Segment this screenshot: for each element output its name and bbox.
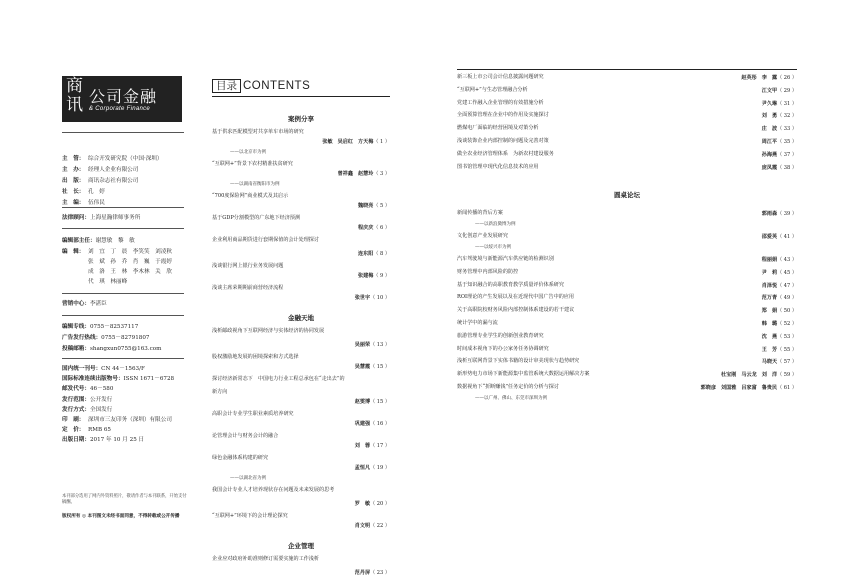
article-author: 郑 娟 (761, 308, 778, 315)
pub-row-2-label: 邮发代号： (62, 386, 90, 393)
contact-row-2 (62, 346, 161, 353)
article-author: 王 芳 (761, 346, 778, 353)
info-row-0 (62, 156, 163, 163)
article-title: 做全农业经济管理体系 为新农村建设服务 (457, 150, 554, 157)
toc-entry[interactable] (212, 285, 390, 301)
article-title: 我国会计专业人才培养现状存在问题及未来发展的思考 (212, 487, 335, 493)
toc-entry[interactable] (457, 282, 797, 289)
pub-row-7-value: 2017 年 10 月 25 日 (89, 437, 145, 444)
toc-entry[interactable] (212, 341, 390, 348)
masthead-divider (62, 315, 184, 316)
article-page: （ 10 ） (370, 295, 390, 301)
article-author: 赵雯博 (354, 399, 371, 405)
article-page: （ 55 ） (777, 346, 797, 353)
logo-title: 公司金融 (89, 87, 158, 106)
article-page: （ 15 ） (370, 364, 390, 370)
toc-entry[interactable] (457, 333, 797, 340)
toc-entry[interactable] (457, 307, 797, 314)
article-author: 魏晓亮 (358, 203, 374, 209)
logo-shangxun: 商 讯 (66, 76, 84, 115)
article-author-page (762, 138, 797, 145)
article-author-page (355, 442, 390, 449)
article-title: 浅析互联网背景下实体书籍的设计审美现状与趋势研究 (457, 358, 580, 365)
article-author: 刘 蓉 (354, 443, 371, 449)
editors-line-0-label: 编 辑： (62, 249, 85, 255)
article-author: 江文甲 (761, 87, 778, 94)
article-title: 燃煤电厂面临的经营困境及对策分析 (457, 125, 539, 132)
article-author: 连东阳 (358, 251, 374, 257)
contact-row-0-label: 编辑专线： (62, 324, 90, 330)
toc-entry[interactable] (457, 256, 797, 263)
article-title: 图书馆管理中现代化信息技术的应用 (457, 163, 539, 170)
contact-row-1-label: 广告发行热线： (62, 335, 102, 341)
pub-row-4-value: 全国发行 (89, 406, 113, 413)
article-author: 范万青 (761, 295, 778, 302)
toc-entry[interactable] (212, 455, 390, 471)
article-page: （ 37 ） (777, 151, 797, 158)
article-page: （ 43 ） (777, 257, 797, 263)
info-row-3-value: 孔 婷 (88, 189, 105, 195)
article-author: 张建梅 (358, 273, 374, 279)
article-title: ROI理论的产生发展以及在近现代中国广告中的应用 (457, 294, 574, 301)
editors-line-2: 成 洛 王 林 李木林 关 欣 (88, 269, 172, 275)
masthead-divider (62, 207, 184, 208)
pub-row-6-label: 定 价： (62, 427, 85, 434)
article-page: （ 19 ） (370, 465, 390, 471)
article-author-page (358, 272, 390, 279)
article-author-page (762, 320, 797, 327)
article-author-page (701, 384, 797, 391)
article-subtitle: ——以广州、佛山、东莞市深圳为例 (475, 395, 547, 401)
contents-label-en: CONTENTS (243, 80, 311, 92)
article-author: 邵爱英 (761, 234, 778, 241)
article-title: 旅游管理专业学生的创新创业教育研究 (457, 332, 544, 339)
toc-entry[interactable] (457, 100, 797, 107)
masthead-divider (62, 132, 184, 133)
article-title: 企业利用商品期货进行套期保值的会计处理探讨 (212, 237, 319, 243)
article-author-page (762, 210, 797, 217)
section-title: 企业管理 (288, 543, 314, 550)
contact-row-2-value: shangxun0755@163.com (89, 346, 162, 352)
article-title: 基于GDP分割模型的广东地下经济预测 (212, 215, 300, 221)
article-author: 庄 波 (761, 126, 778, 133)
toc-entry[interactable] (457, 74, 797, 81)
contents-rule (212, 96, 390, 97)
pub-row-6 (62, 427, 111, 434)
article-author: 吴慧霞 (354, 364, 371, 370)
info-row-4-value: 伍伟民 (88, 200, 105, 206)
pub-row-3-label: 发行范围： (62, 396, 90, 403)
article-author: 肖文明 (354, 523, 371, 529)
contact-row-1-value: 0755－82791807 (101, 335, 150, 341)
article-page: （ 53 ） (777, 333, 797, 340)
article-page: （ 45 ） (777, 269, 797, 276)
article-author-page (762, 333, 797, 340)
article-author: 肖泽悦 (761, 282, 778, 289)
article-page: （ 20 ） (370, 501, 390, 507)
article-subtitle: ——以湖南省衡阳市为例 (230, 182, 280, 187)
article-title: 新闻传播的背后方案 (457, 210, 503, 217)
article-page: （ 39 ） (777, 211, 797, 218)
toc-entry[interactable] (212, 250, 390, 257)
info-row-1 (62, 167, 138, 174)
article-page: （ 17 ） (370, 443, 390, 449)
editorial-director-value: 谢慧敏 黎 敏 (95, 238, 135, 244)
article-title: 新形势电力市场下新能源集中监管系统大数据运用解决方案 (457, 371, 590, 378)
article-title: 党建工作融入企业管理的有效措施分析 (457, 99, 544, 106)
article-title: “互联网+”背景下农村精准扶贫研究 (212, 161, 293, 167)
article-author: 尹久琳 (761, 100, 778, 107)
pub-row-5 (62, 417, 172, 424)
article-author-page (762, 151, 797, 158)
toc-entry[interactable] (212, 433, 390, 449)
article-author-page (358, 250, 390, 257)
article-author-page (762, 269, 797, 276)
toc-entry[interactable] (212, 376, 390, 383)
toc-entry[interactable] (457, 320, 797, 327)
article-author-page (762, 358, 797, 365)
article-author-page (762, 112, 797, 119)
editors-line-3: 代 琪 林丽峰 (88, 279, 128, 285)
toc-entry[interactable] (457, 164, 797, 171)
toc-entry[interactable] (212, 487, 390, 494)
pub-row-4-label: 发行方式： (62, 406, 90, 413)
article-author: 吴丽荣 (354, 342, 371, 348)
toc-entry[interactable] (212, 129, 390, 145)
info-row-1-label: 主 办： (62, 167, 85, 173)
article-title: 文化创意产业发展研究 (457, 233, 508, 240)
article-title: 汽车驾驶境与新能源汽车供应链的检测识别 (457, 256, 554, 262)
article-author-page (721, 371, 797, 378)
article-title: 探讨经济新常态下 中国电力行业工程总承包在“走出去”的 (212, 376, 345, 382)
article-title: 新方向 (212, 389, 228, 395)
pub-row-3-value: 公开发行 (89, 396, 113, 403)
pub-row-1-label: 国际标准连续出版物号： (62, 376, 124, 383)
article-author: 郭雨森 (761, 211, 778, 218)
pub-row-2 (62, 386, 113, 393)
article-page: （ 22 ） (370, 523, 390, 529)
article-page: （ 26 ） (777, 75, 797, 81)
toc-entry[interactable] (212, 556, 390, 563)
article-author: 沈 燕 (761, 333, 778, 340)
contents-label-cn: 目录 (212, 79, 241, 93)
article-author-page (762, 256, 797, 263)
article-title: 基于知识融合的高职教育教学质量评价体系研究 (457, 281, 564, 288)
pub-row-5-value: 深圳市三友印务（深圳）有限公司 (88, 417, 172, 423)
info-row-2-value: 商讯杂志社有限公司 (88, 178, 139, 184)
article-author: 郭晓彦 刘国雅 吕家富 鲁贵民 (700, 385, 778, 391)
article-page: （ 1 ） (373, 139, 390, 145)
article-author-page (762, 233, 797, 240)
masthead-divider (62, 228, 184, 229)
marketing-center-label: 营销中心： (62, 301, 90, 307)
toc-entry[interactable] (212, 328, 390, 335)
pub-row-0-value: CN 44－1563/F (101, 366, 145, 372)
article-title: “700度保险网”商业模式及其启示 (212, 193, 289, 199)
toc-entry[interactable] (457, 138, 797, 145)
toc-entry[interactable] (212, 354, 390, 370)
article-author-page (762, 282, 797, 289)
article-author: 杜宝刚 马云龙 刘 洋 (721, 372, 778, 379)
article-author: 尹 莉 (761, 269, 778, 276)
info-row-3-label: 社 长： (62, 189, 85, 195)
article-author-page (355, 398, 390, 405)
toc-entry[interactable] (457, 358, 797, 365)
pub-row-7 (62, 437, 144, 444)
article-title: 关于高职院校财务风险内部控制体系建设的若干建议 (457, 307, 575, 314)
article-author-page (355, 569, 390, 576)
editors-line-0 (62, 249, 172, 256)
article-title: 绿色金融体系构建的研究 (212, 455, 269, 461)
editors-line-1: 张 斌 孙 乔 肖 巍 于霞婷 (88, 259, 172, 265)
article-subtitle: ——以新浪微博为例 (475, 222, 516, 228)
toc-entry[interactable] (212, 411, 390, 427)
toc-entry[interactable] (457, 384, 797, 391)
section-title: 金融天地 (288, 315, 314, 322)
article-subtitle: ——以北京市为例 (230, 150, 266, 155)
pub-row-3 (62, 397, 112, 404)
article-page: （ 6 ） (373, 225, 390, 231)
article-title: 高职会计专业学生职业素质培养研究 (212, 411, 294, 417)
article-page: （ 15 ） (370, 399, 390, 405)
article-author: 罗 敏 (354, 501, 371, 507)
article-page: （ 5 ） (373, 203, 390, 209)
article-author-page (762, 307, 797, 314)
article-page: （ 23 ） (370, 570, 390, 576)
toc-entry[interactable] (212, 569, 390, 576)
article-title: 浅谈银行网上银行业务发展问题 (212, 263, 284, 269)
article-title: 基于供求匹配模型对共享单车市场的研究 (212, 129, 304, 135)
article-page: （ 33 ） (777, 126, 797, 133)
article-title: 全面预算管理在企业中的作用及实施探讨 (457, 112, 549, 119)
article-author: 程丽娟 (761, 257, 778, 263)
article-title: “互联网+”与生态管理融合分析 (457, 86, 528, 93)
article-page: （ 16 ） (370, 421, 390, 427)
article-author-page (741, 74, 797, 81)
article-page: （ 41 ） (777, 234, 797, 241)
article-title: 论管理会计与财务会计的融合 (212, 433, 279, 439)
contact-row-2-label: 投稿邮箱： (62, 346, 90, 352)
article-title: 财务管理中内部风险的防控 (457, 268, 519, 275)
pub-row-2-value: 46－580 (89, 386, 114, 393)
article-author-page (355, 500, 390, 507)
article-page: （ 3 ） (373, 171, 390, 177)
pub-row-1-value: ISSN 1671－6728 (123, 376, 175, 383)
contact-row-0-value: 0755－82537117 (89, 324, 139, 330)
info-row-1-value: 经理人企业有限公司 (88, 167, 139, 173)
copyright-footer: 版权所有 ◎ 本刊图文未经书面同意，不得转载或公开传播 (62, 514, 180, 519)
article-title: 统计学中的漏与流 (457, 320, 498, 326)
article-author-page (762, 100, 797, 107)
section-title-forum: 圆桌论坛 (614, 192, 640, 200)
pub-row-0 (62, 366, 145, 373)
article-title: 浅谈主席荣期期前商营经济流程 (212, 285, 284, 291)
editorial-director (62, 238, 135, 245)
toc-entry[interactable] (457, 233, 797, 240)
contents-heading (212, 79, 310, 93)
article-author: 曾祥鑫 赵慧玲 (337, 171, 374, 177)
pub-row-6-value: RMB 65 (88, 427, 111, 434)
toc-entry[interactable] (212, 215, 390, 231)
article-author-page (355, 363, 390, 370)
article-title: 企业应对政府补助准则修订需要实施的工作浅析 (212, 556, 319, 562)
article-author-page (355, 341, 390, 348)
article-page: （ 9 ） (373, 273, 390, 279)
toc-entry[interactable] (457, 112, 797, 119)
article-author: 孙海燕 (761, 151, 778, 158)
article-title: 时间成本视角下的办公家务任务协调研究 (457, 345, 549, 352)
article-title: 数据视角下“折断赚钱”任务定价的分析与探讨 (457, 384, 559, 390)
marketing-center (62, 301, 107, 308)
masthead-divider (62, 358, 184, 359)
article-author: 张敏 吴启红 方天梅 (322, 139, 374, 145)
masthead-divider (62, 293, 184, 294)
article-author: 庞凤霞 (761, 164, 778, 171)
editorial-director-label: 编辑部主任： (62, 238, 96, 244)
article-author: 赵英彤 李 露 (741, 75, 778, 81)
toc-entry[interactable] (212, 500, 390, 507)
article-author-page (355, 294, 390, 301)
article-author-page (762, 294, 797, 301)
legal-counsel-label: 法律顾问： (62, 215, 90, 221)
pub-row-0-label: 国内统一刊号： (62, 366, 102, 372)
pub-row-7-label: 出版日期： (62, 437, 90, 444)
article-page: （ 47 ） (777, 282, 797, 289)
toc-entry[interactable] (457, 151, 797, 158)
legal-counsel (62, 215, 140, 222)
article-subtitle: ——以绥兴市为例 (475, 245, 511, 250)
toc-entry[interactable] (212, 263, 390, 279)
toc-entry[interactable] (212, 193, 390, 209)
toc-entry[interactable] (212, 237, 390, 244)
article-author: 孟恒凡 (354, 465, 371, 471)
article-page: （ 61 ） (777, 385, 797, 391)
article-author-page (322, 138, 390, 145)
article-title: 新三板上市公司会计信息披露问题研究 (457, 74, 544, 80)
article-page: （ 49 ） (777, 295, 797, 302)
article-page: （ 32 ） (777, 113, 797, 120)
marketing-center-value: 李湛臣 (89, 301, 107, 307)
article-author-page (338, 170, 390, 177)
info-row-2-label: 出 版： (62, 178, 85, 184)
toc-entry[interactable] (457, 346, 797, 353)
article-author-page (355, 420, 390, 427)
pub-row-1 (62, 376, 174, 383)
article-page: （ 57 ） (777, 359, 797, 366)
toc-entry[interactable] (457, 269, 797, 276)
logo-english: & Corporate Finance (89, 106, 151, 112)
toc-entry[interactable] (457, 210, 797, 217)
article-page: （ 8 ） (373, 251, 390, 257)
magazine-logo (62, 76, 182, 122)
article-author-page (358, 224, 390, 231)
info-row-0-value: 综合开发研究院（中国·深圳） (88, 156, 163, 162)
contact-row-1 (62, 335, 149, 342)
toc-entry[interactable] (212, 389, 390, 405)
toc-entry[interactable] (457, 87, 797, 94)
article-page: （ 50 ） (777, 308, 797, 315)
article-author: 韩 璐 (761, 321, 778, 327)
info-row-2 (62, 178, 138, 185)
article-author: 巩建强 (354, 421, 371, 427)
info-row-3 (62, 189, 105, 196)
article-title: 浅谈装饰企业内部控制的问题及完善对策 (457, 138, 549, 144)
article-author: 张世宇 (354, 295, 371, 301)
article-author-page (358, 202, 390, 209)
right-top-rule (457, 69, 797, 70)
article-author: 范丹屏 (354, 570, 371, 576)
article-author: 刘 勇 (761, 113, 778, 120)
article-author-page (762, 346, 797, 353)
info-row-0-label: 主 管： (62, 156, 85, 162)
pub-row-5-label: 印 刷： (62, 417, 85, 423)
info-row-4-label: 主 编： (62, 200, 85, 206)
article-page: （ 29 ） (777, 87, 797, 94)
contact-row-0 (62, 324, 138, 331)
toc-entry[interactable] (457, 371, 797, 378)
legal-counsel-value: 上海星瀚律师事务所 (89, 215, 141, 221)
article-page: （ 59 ） (777, 372, 797, 379)
article-title: “互联网+”环境下的会计理论探究 (212, 513, 288, 519)
copyright-note: 本刊部分选用了网内外资料照片，敬请作者与本刊联系，开始支付稿酬。 (62, 494, 187, 505)
article-page: （ 31 ） (777, 100, 797, 107)
article-page: （ 52 ） (777, 321, 797, 327)
pub-row-4 (62, 407, 112, 414)
article-author-page (762, 164, 797, 171)
toc-entry[interactable] (457, 294, 797, 301)
article-author-page (355, 464, 390, 471)
article-author: 周江平 (761, 139, 778, 145)
toc-entry[interactable] (212, 513, 390, 529)
toc-entry[interactable] (212, 161, 390, 177)
article-title: 股权激励地发展的困境探索和方式选择 (212, 354, 299, 360)
info-row-4 (62, 200, 105, 207)
article-author: 马晓天 (761, 359, 778, 366)
article-page: （ 35 ） (777, 139, 797, 145)
section-title: 案例分享 (288, 116, 314, 123)
article-page: （ 38 ） (777, 164, 797, 171)
article-title: 浅析邮政视角下互联网经济与实体经济的协同发展 (212, 328, 325, 334)
article-subtitle: ——以湖北省为例 (230, 476, 266, 481)
article-author: 程庆庆 (358, 225, 374, 231)
article-page: （ 13 ） (370, 342, 390, 348)
toc-entry[interactable] (457, 125, 797, 132)
editors-line-0-value: 刘 宜 丁 晨 李笑笑 刘凌秋 (88, 249, 172, 255)
article-author-page (762, 125, 797, 132)
article-author-page (355, 522, 390, 529)
article-author-page (762, 87, 797, 94)
